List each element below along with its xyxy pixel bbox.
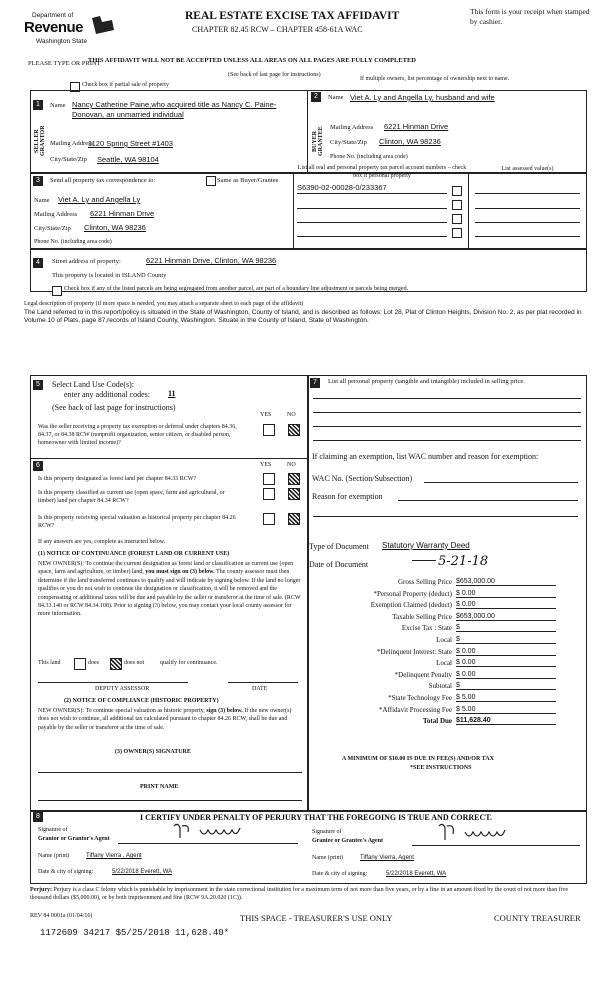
buyer-side-label: BUYER GRANTEE (312, 126, 324, 156)
tax-row-value: $ 0.00 (456, 659, 556, 667)
divider (293, 172, 294, 249)
tax-row (312, 694, 582, 706)
historic-no-checkbox[interactable] (288, 513, 300, 525)
tax-row-value: $ 0.00 (456, 590, 556, 598)
minimum-note: A MINIMUM OF $10.00 IS DUE IN FEE(S) AND/OR TAX (342, 756, 494, 762)
historic-question: Is this property receiving special valuation as historical property per chapter 84.26 RCW? (38, 515, 236, 529)
if-any-yes: If any answers are yes, complete as instructed below. (38, 539, 166, 545)
personal-property-line (313, 412, 581, 413)
date-line (228, 682, 298, 683)
see-back: (See back of last page for instructions) (228, 72, 321, 78)
owner-signature-line (38, 772, 302, 773)
print-name-label: PRINT NAME (140, 784, 179, 790)
parcel-header: List all real and personal property tax parcel account numbers – check box if personal property (297, 165, 467, 179)
perjury-text: Perjury is a class C felony which is punishable by imprisonment in the state correctional institution for a maximum term of not more than five years, or by a fine in an amount fixed by the court of not more than five thousand dollars ($5,000.00), or by both imprisonment and fine (RCW 9A.20.020 (1C)). (30, 887, 569, 901)
seller-address-label: Mailing Address (50, 140, 94, 147)
no-header: NO (287, 462, 296, 468)
corr-name-label: Name (34, 197, 50, 204)
strikeout-mark (412, 560, 436, 561)
please-type: PLEASE TYPE OR PRINT (28, 60, 101, 67)
assessed-line (475, 208, 580, 209)
doc-date-value: 5-21-18 (438, 554, 489, 569)
grantee-sig-label-2: Grantee or Grantee's Agent (312, 838, 384, 844)
perjury-statement (30, 886, 586, 902)
current-use-yes-checkbox[interactable] (263, 488, 275, 500)
tax-row-value: $653,000.00 (456, 613, 556, 621)
divider (307, 90, 308, 173)
segregated-checkbox[interactable] (52, 286, 62, 296)
dept-revenue-logo (10, 10, 120, 52)
assessed-header: List assessed value(s) (501, 166, 554, 172)
tax-row-value: $ 5.00 (456, 706, 556, 714)
seller-address-value: 1120 Spring Street #1403 (88, 139, 173, 148)
land-use-code: 11 (168, 389, 176, 398)
grantor-name-value: Tiffany Vierra , Agent (86, 853, 142, 859)
tax-row (312, 636, 582, 648)
street-label: Street address of property: (52, 258, 121, 265)
grantor-sig-label-1: Signature of (38, 827, 68, 833)
assessed-line (475, 236, 580, 237)
buyer-city-value: Clinton, WA 98236 (379, 137, 441, 146)
doc-date-label: Date of Document (309, 560, 369, 569)
personal-property-checkbox[interactable] (452, 228, 462, 238)
grantor-date-value: 5/22/2018 Everett, WA (112, 869, 173, 875)
personal-property-checkbox[interactable] (452, 200, 462, 210)
doc-type-value: Statutory Warranty Deed (382, 541, 470, 550)
grantee-sig-line (412, 845, 580, 846)
buyer-phone-label: Phone No. (including area code) (330, 154, 408, 160)
tax-row-value: $ (456, 636, 556, 644)
grantee-name-label: Name (print) (312, 855, 344, 861)
buyer-city-label: City/State/Zip (330, 139, 367, 146)
dept-line3: Washington State (36, 38, 88, 45)
corr-city-value: Clinton, WA 98236 (84, 223, 146, 232)
parcel-number: S6390-02-00028-0/233367 (297, 183, 387, 192)
owners-signature-label: (3) OWNER(S) SIGNATURE (115, 749, 191, 755)
legal-intro: Legal description of property (if more space is needed, you may attach a separate sheet to each page of the affidavit) (24, 301, 304, 307)
wac-label: WAC No. (Section/Subsection) (312, 474, 413, 483)
grantor-date-label: Date & city of signing: (38, 869, 94, 875)
notice1-title: (1) NOTICE OF CONTINUANCE (FOREST LAND OR CURRENT USE) (38, 551, 230, 557)
grantor-signature (170, 820, 280, 842)
tax-row-label: Local (436, 659, 452, 668)
assessed-line (475, 222, 580, 223)
tax-row-label: Excise Tax : State (401, 624, 452, 633)
grantee-sig-label-1: Signature of (312, 829, 342, 835)
buyer-address-value: 6221 Hinman Drive (384, 122, 449, 131)
buyer-address-label: Mailing Address (330, 124, 374, 131)
form-title: REAL ESTATE EXCISE TAX AFFIDAVIT (185, 10, 400, 22)
parcel-line (297, 193, 447, 194)
assessed-line (475, 193, 580, 194)
tax-row (312, 717, 582, 729)
personal-property-label: List all personal property (tangible and intangible) included in selling price. (328, 378, 525, 385)
corr-phone-label: Phone No. (including area code) (34, 239, 112, 245)
treasurer-stamp: 1172609 34217 $5/25/2018 11,628.40* (40, 928, 230, 938)
yes-header: YES (260, 462, 272, 468)
print-name-line (38, 800, 302, 801)
grantor-sig-line (118, 843, 298, 844)
date-label: DATE (252, 686, 268, 692)
section-8-number: 8 (33, 812, 43, 822)
tax-table (312, 578, 582, 729)
qualify-label: qualify for continuance. (160, 660, 218, 666)
tax-row-label: Gross Selling Price (397, 578, 452, 586)
seller-name-value: Nancy Catherine Paine,who acquired title as Nancy C. Paine-Donovan, an unmarried individual (72, 100, 277, 119)
tax-row-label: *Delinquent Interest: State (376, 647, 452, 656)
divider (30, 458, 308, 459)
tax-row-label: Taxable Selling Price (392, 612, 452, 621)
same-as-buyer-label: Same as Buyer/Grantee (217, 177, 279, 184)
personal-property-line (313, 426, 581, 427)
grantor-sig-label-2: Grantor or Grantor's Agent (38, 836, 110, 842)
tax-row-value: $653,000.00 (456, 578, 556, 586)
reason-line (398, 500, 578, 501)
tax-row (312, 671, 582, 683)
section-3-number: 3 (33, 176, 43, 186)
tax-row-value: $ (456, 624, 556, 632)
parcel-line (297, 208, 447, 209)
section-7-number: 7 (310, 378, 320, 388)
certify-text: I CERTIFY UNDER PENALTY OF PERJURY THAT THE FOREGOING IS TRUE AND CORRECT. (140, 813, 493, 822)
send-correspondence-label: Send all property tax correspondence to: (50, 177, 156, 184)
tax-row (312, 590, 582, 602)
wac-intro: If claiming an exemption, list WAC number and reason for exemption: (312, 452, 539, 461)
tax-row-label: Exemption Claimed (deduct) (370, 601, 452, 610)
current-use-question: Is this property classified as current use (open space, farm and agricultural, or timber) land per chapter 84.34 RCW? (38, 490, 225, 504)
tax-row (312, 613, 582, 625)
historic-yes-checkbox[interactable] (263, 513, 275, 525)
warning-text: THIS AFFIDAVIT WILL NOT BE ACCEPTED UNLESS ALL AREAS ON ALL PAGES ARE FULLY COMPLETED (88, 57, 416, 64)
deputy-label: DEPUTY ASSESSOR (95, 686, 150, 692)
legal-description: The Land referred to in this report/policy is situated in the State of Washington, County of Island, and is described as follows: Lot 28, Plat of Clinton Heights, Division No. 2, as per plat recorded in Volume 10 of Plats, page 87,records of Island County, Washington. Situate in the County of Island, State of Washington. (24, 309, 582, 324)
seller-name-label: Name (50, 102, 66, 109)
notice1-body (38, 560, 302, 619)
tax-row-value: $11,628.40 (456, 717, 556, 725)
notice2-title: (2) NOTICE OF COMPLIANCE (HISTORIC PROPERTY) (64, 698, 219, 704)
does-not-checkbox[interactable] (110, 658, 122, 670)
section-1-number: 1 (33, 100, 43, 110)
county-treasurer: COUNTY TREASURER (494, 913, 581, 923)
section-2-number: 2 (311, 92, 321, 102)
exemption-no-checkbox[interactable] (288, 424, 300, 436)
forest-no-checkbox[interactable] (288, 473, 300, 485)
divider (468, 172, 469, 249)
seller-city-label: City/State/Zip (50, 156, 87, 163)
notice2-bold: sign (3) below. (206, 708, 243, 714)
street-value: 6221 Hinman Drive, Clinton, WA 98236 (146, 256, 277, 265)
tax-row (312, 706, 582, 718)
tax-row-value: $ (456, 682, 556, 690)
tax-row (312, 648, 582, 660)
notice1-text-a: NEW OWNER(S): To continue the current designation as forest land or classification as current use (open space, farm and agriculture, or timber) land, (38, 561, 294, 576)
grantee-name-value: Tiffany Vierra, Agent (360, 855, 414, 861)
section-4-number: 4 (33, 258, 43, 268)
tax-row-label: *State Technology Fee (388, 693, 452, 702)
no-header: NO (287, 412, 296, 418)
tax-row-label: *Delinquent Penalty (394, 670, 452, 679)
located-text: This property is located in ISLAND County (52, 272, 167, 279)
rev-number: REV 84 0001a (01/04/16) (30, 913, 93, 919)
corr-city-label: City/State/Zip (34, 225, 71, 232)
notice1-bold: you must sign on (3) below. (145, 569, 215, 576)
this-land-label: This land (38, 660, 61, 666)
reason-label: Reason for exemption (312, 492, 383, 501)
see-instructions: *SEE INSTRUCTIONS (410, 765, 472, 771)
segregated-label: Check box if any of the listed parcels are being segregated from another parcel, are part of a boundary line adjustment or parcels being merged. (64, 286, 409, 292)
personal-property-line (313, 440, 581, 441)
tax-row-value: $ 0.00 (456, 601, 556, 609)
dept-line1: Department of (32, 12, 74, 19)
grantee-date-label: Date & city of signing: (312, 871, 368, 877)
does-checkbox[interactable] (74, 658, 86, 670)
notice2-text-a: NEW OWNER(S): To continue special valuation as historic property, (38, 708, 205, 714)
grantee-signature (435, 820, 545, 844)
doc-type-label: Type of Document (309, 542, 369, 551)
notice2-text-b: If the new owner(s) does not wish to continue, all additional tax calculated pursuant to chapter 84.26 RCW, shall be due and payable by the seller or transferor at the time of sale. (38, 708, 292, 731)
treasurer-space: THIS SPACE - TREASURER'S USE ONLY (240, 913, 393, 923)
grantee-date-value: 5/22/2018 Everett, WA (386, 871, 447, 877)
corr-address-value: 6221 Hinman Drive (90, 209, 155, 218)
exemption-yes-checkbox[interactable] (263, 424, 275, 436)
seller-city-value: Seattle, WA 98104 (97, 155, 159, 164)
forest-yes-checkbox[interactable] (263, 473, 275, 485)
tax-row-label: Local (436, 635, 452, 644)
parcel-line (297, 236, 447, 237)
current-use-no-checkbox[interactable] (288, 488, 300, 500)
tax-row (312, 624, 582, 636)
multiple-owners-note: If multiple owners, list percentage of ownership next to name. (360, 76, 510, 82)
exemption-question: Was the seller receiving a property tax exemption or deferral under chapters 84.36, 84.37, or 84.38 RCW (nonprofit organization, senior citizen, or disabled person, homeowner with limited income)? (38, 424, 237, 446)
tax-row-label: *Affidavit Processing Fee (379, 705, 452, 714)
forest-question: Is this property designated as forest land per chapter 84.33 RCW? (38, 476, 197, 482)
seller-side-label: SELLER GRANTOR (34, 125, 46, 157)
form-subtitle: CHAPTER 82.45 RCW – CHAPTER 458-61A WAC (192, 25, 363, 34)
corr-address-label: Mailing Address (34, 211, 78, 218)
tax-row-label: *Personal Property (deduct) (373, 589, 452, 598)
tax-row-value: $ 0.00 (456, 671, 556, 679)
wa-state-icon (90, 14, 116, 36)
section-5-number: 5 (33, 380, 43, 390)
dept-line2: Revenue (24, 19, 84, 36)
reason-line (313, 516, 578, 517)
tax-row (312, 601, 582, 613)
buyer-name-label: Name (328, 94, 344, 101)
perjury-bold: Perjury: (30, 887, 52, 893)
tax-row-value: $ 0.00 (456, 648, 556, 656)
receipt-note: This form is your receipt when stamped by cashier. (470, 7, 590, 26)
tax-row (312, 682, 582, 694)
section-6-number: 6 (33, 461, 43, 471)
enter-codes-label: enter any additional codes: (64, 390, 150, 399)
yes-header: YES (260, 412, 272, 418)
parcel-line (297, 222, 447, 223)
personal-property-line (313, 398, 581, 399)
tax-row (312, 578, 582, 590)
partial-sale-label: Check box if partial sale of property (82, 82, 169, 88)
select-land-use: Select Land Use Code(s): (52, 380, 134, 389)
personal-property-checkbox[interactable] (452, 214, 462, 224)
corr-name-value: Viet A. Ly and Angella Ly (58, 195, 141, 204)
notice1-text-b: The county assessor must then determine if the land transferred continues to qualify and will indicate by signing below. If the land no longer qualifies or you do not wish to continue the designation or classification, it will be removed and the compensating or additional taxes will be due and payable by the seller or transferor at the time of sale. (RCW 84.33.140 or RCW 84.34.108). Prior to signing (3) below, you may contact your local county assessor for more information. (38, 569, 301, 618)
tax-row-label: Subtotal (428, 682, 452, 691)
same-as-buyer-checkbox[interactable] (206, 176, 216, 186)
tax-row-label: Total Due (422, 717, 452, 726)
notice2-body (38, 707, 302, 732)
deputy-line (38, 682, 188, 683)
buyer-name-value: Viet A. Ly and Angella Ly, husband and wife (350, 93, 495, 102)
personal-property-checkbox[interactable] (452, 186, 462, 196)
tax-row (312, 659, 582, 671)
tax-row-value: $ 5.00 (456, 694, 556, 702)
land-use-see-back: (See back of last page for instructions) (52, 403, 176, 412)
grantor-name-label: Name (print) (38, 853, 70, 859)
wac-line (424, 482, 578, 483)
does-label: does (88, 660, 99, 666)
does-not-label: does not (124, 660, 145, 666)
